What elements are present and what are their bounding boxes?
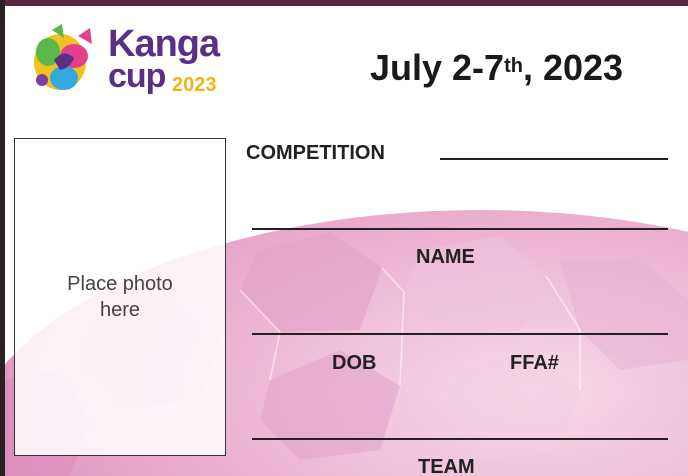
top-border [0, 0, 688, 6]
event-date-suffix: th [504, 55, 523, 77]
team-field-line[interactable] [252, 438, 668, 440]
name-label: NAME [416, 246, 475, 268]
photo-placeholder-box[interactable] [14, 138, 226, 456]
event-date [370, 46, 623, 90]
name-field-line[interactable] [252, 228, 668, 230]
photo-placeholder-line2: here [99, 299, 141, 321]
logo-word-kanga: Kanga [108, 23, 220, 65]
competition-label: COMPETITION [246, 142, 385, 164]
event-date-main: July 2-7 [370, 47, 505, 88]
ffa-number-label: FFA# [510, 352, 559, 374]
dob-ffa-field-line[interactable] [252, 333, 668, 335]
logo-word-cup: cup [108, 57, 166, 95]
photo-placeholder-text [15, 271, 225, 323]
event-date-year: , 2023 [522, 47, 624, 88]
left-border [0, 0, 5, 476]
competition-field-line[interactable] [440, 158, 668, 160]
photo-placeholder-line1: Place photo [67, 273, 173, 295]
logo-year: 2023 [172, 74, 217, 96]
kanga-cup-logo [30, 22, 230, 110]
team-label: TEAM [418, 456, 475, 476]
kangaroo-splash-icon [30, 22, 110, 110]
dob-label: DOB [332, 352, 377, 374]
